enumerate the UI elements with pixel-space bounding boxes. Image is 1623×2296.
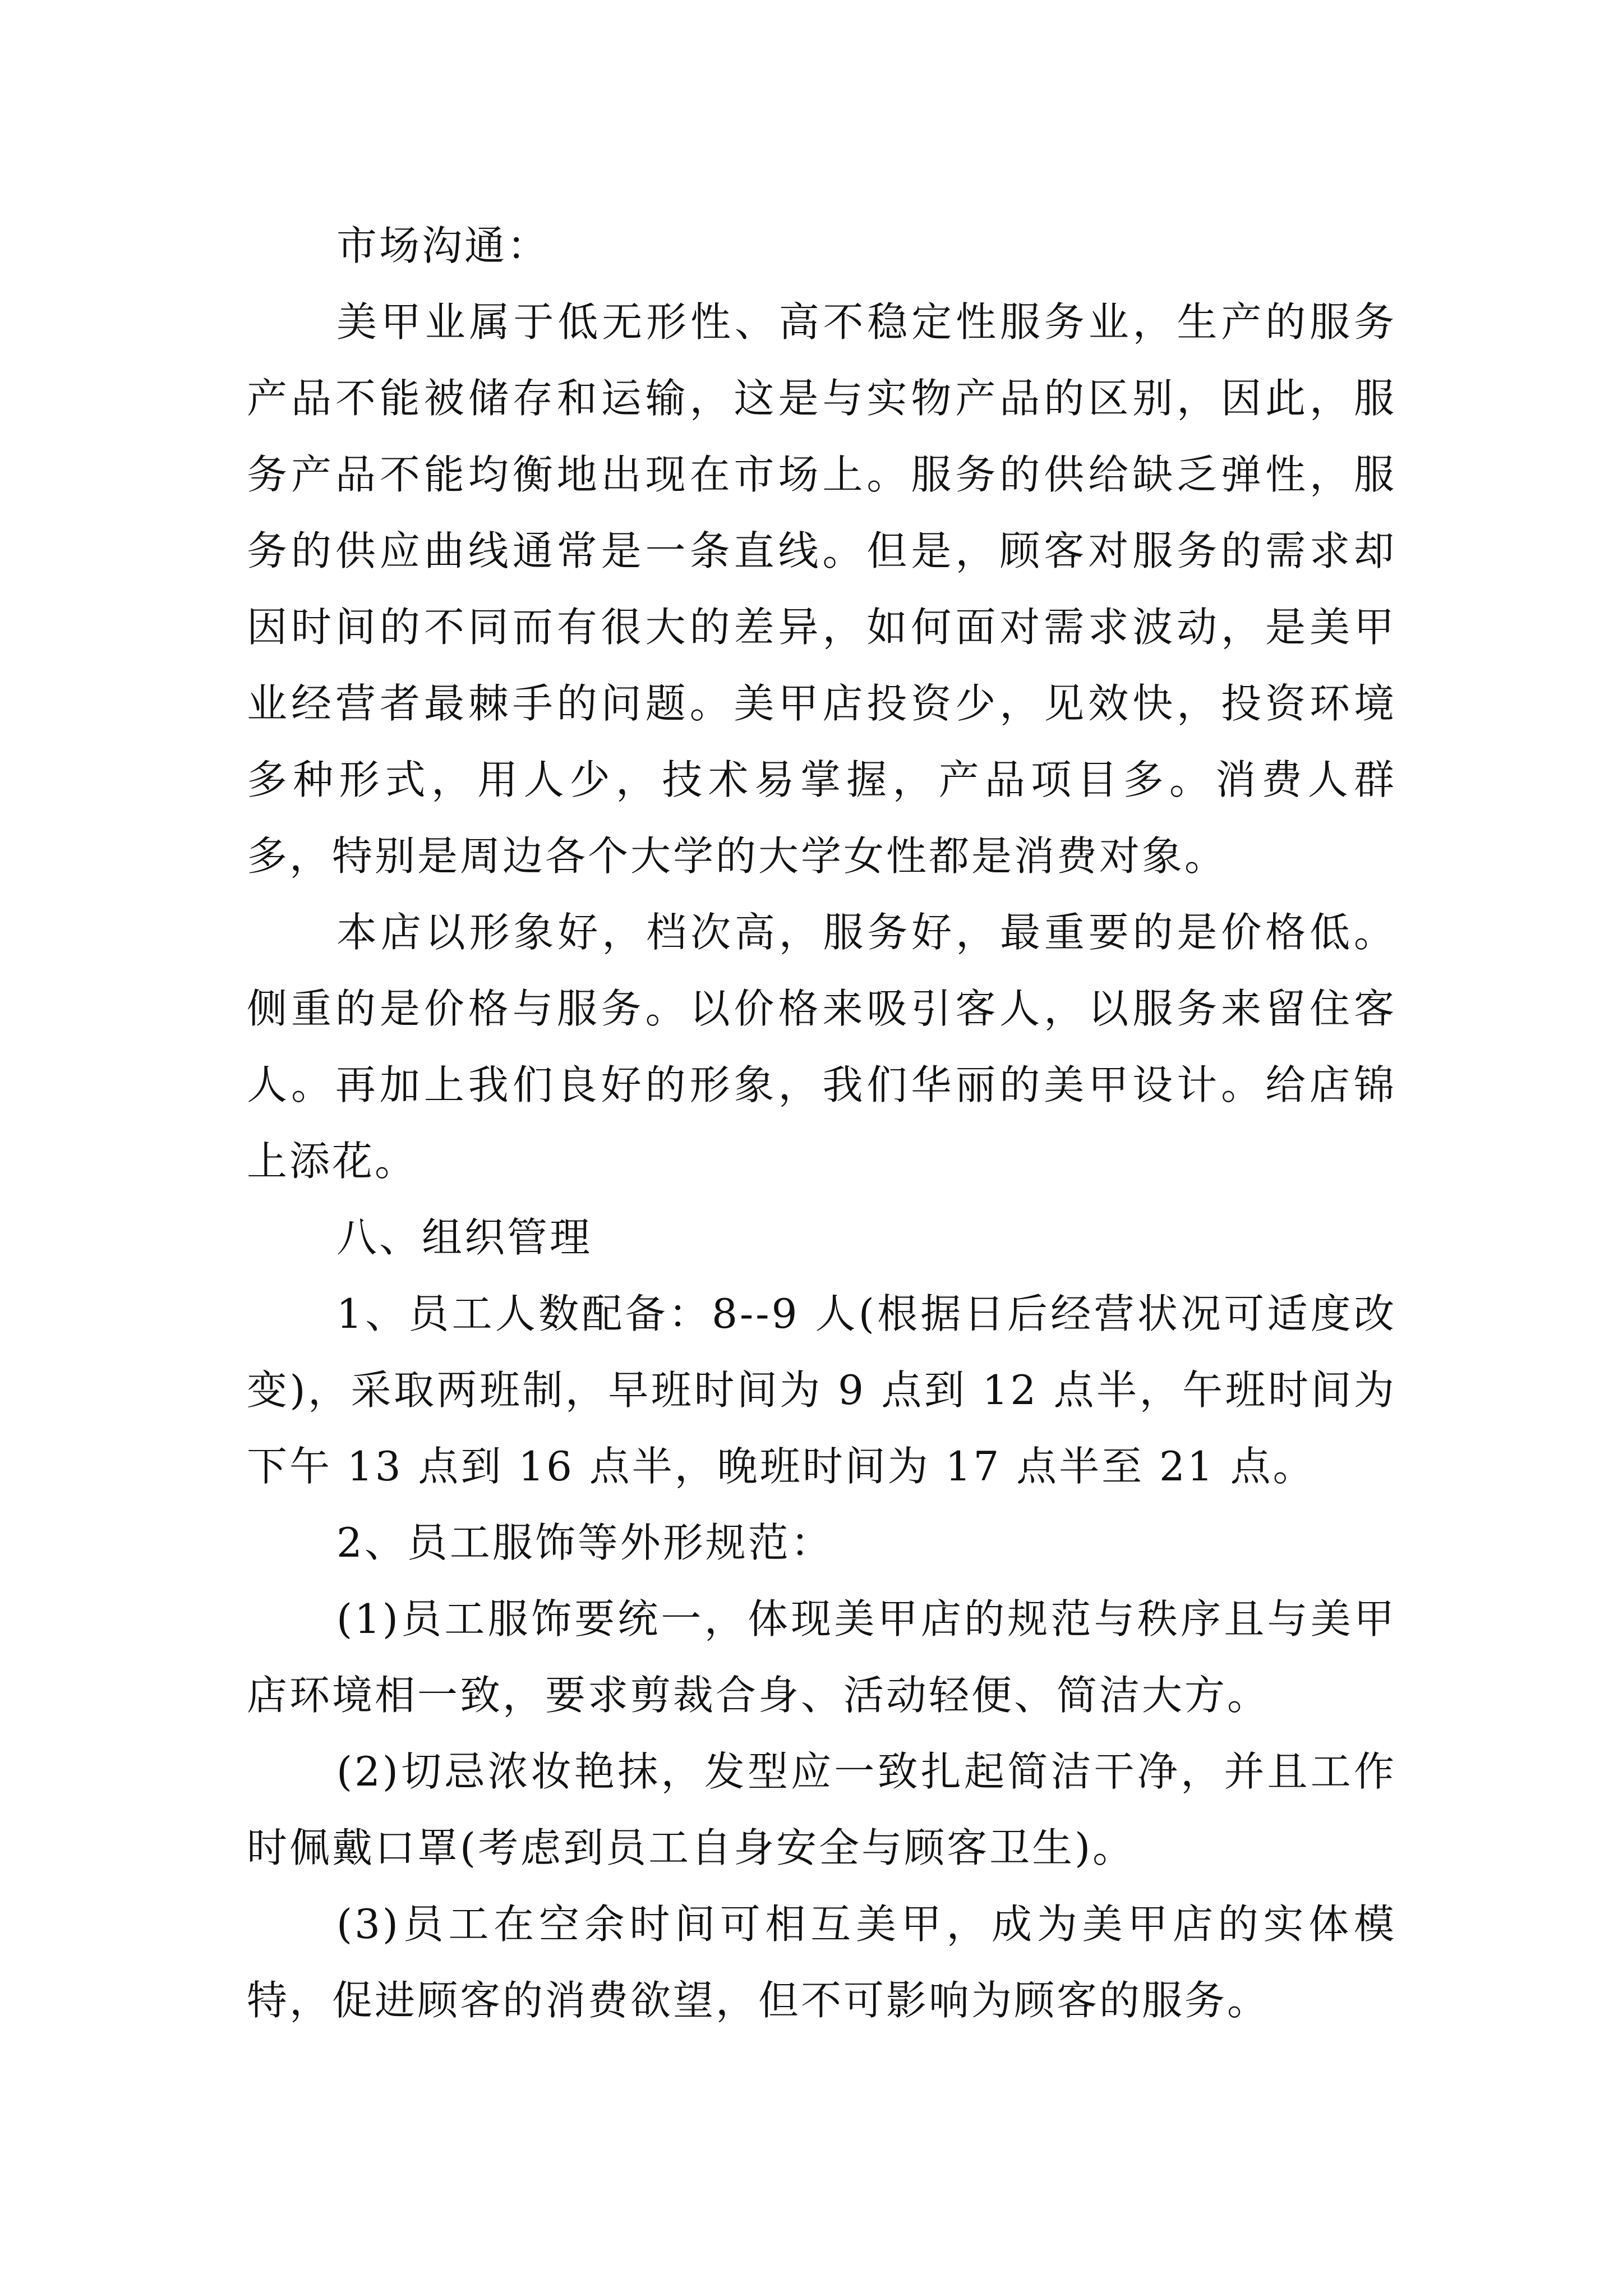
paragraph-dress-rule-1: (1)员工服饰要统一，体现美甲店的规范与秩序且与美甲店环境相一致，要求剪裁合身、活动轻便、简洁大方。: [247, 1595, 1396, 1719]
paragraph-staffing: 1、员工人数配备：8--9 人(根据日后经营状况可适度改变)，采取两班制，早班时间为 9 点到 12 点半，午班时间为下午 13 点到 16 点半，晚班时间为 17 点半至 21 点。: [247, 1290, 1396, 1490]
paragraph-store-positioning: 本店以形象好，档次高，服务好，最重要的是价格低。侧重的是价格与服务。以价格来吸引客人，以服务来留住客人。再加上我们良好的形象，我们华丽的美甲设计。给店锦上添花。: [247, 909, 1396, 1185]
heading-dress-code: 2、员工服饰等外形规范：: [336, 1519, 833, 1566]
heading-organization-management: 八、组织管理: [336, 1214, 593, 1261]
paragraph-dress-rule-2: (2)切忌浓妆艳抹，发型应一致扎起简洁干净，并且工作时佩戴口罩(考虑到员工自身安全与顾客卫生)。: [247, 1748, 1396, 1871]
paragraph-dress-rule-3: (3)员工在空余时间可相互美甲，成为美甲店的实体模特，促进顾客的消费欲望，但不可影响为顾客的服务。: [247, 1901, 1396, 2024]
paragraph-industry-analysis: 美甲业属于低无形性、高不稳定性服务业，生产的服务产品不能被储存和运输，这是与实物产品的区别，因此，服务产品不能均衡地出现在市场上。服务的供给缺乏弹性，服务的供应曲线通常是一条直线。但是，顾客对服务的需求却因时间的不同而有很大的差异，如何面对需求波动，是美甲业经营者最棘手的问题。美甲店投资少，见效快，投资环境多种形式，用人少，技术易掌握，产品项目多。消费人群多，特别是周边各个大学的大学女性都是消费对象。: [247, 298, 1396, 880]
document-body: [247, 208, 1396, 2039]
heading-market-communication: 市场沟通：: [336, 222, 550, 269]
